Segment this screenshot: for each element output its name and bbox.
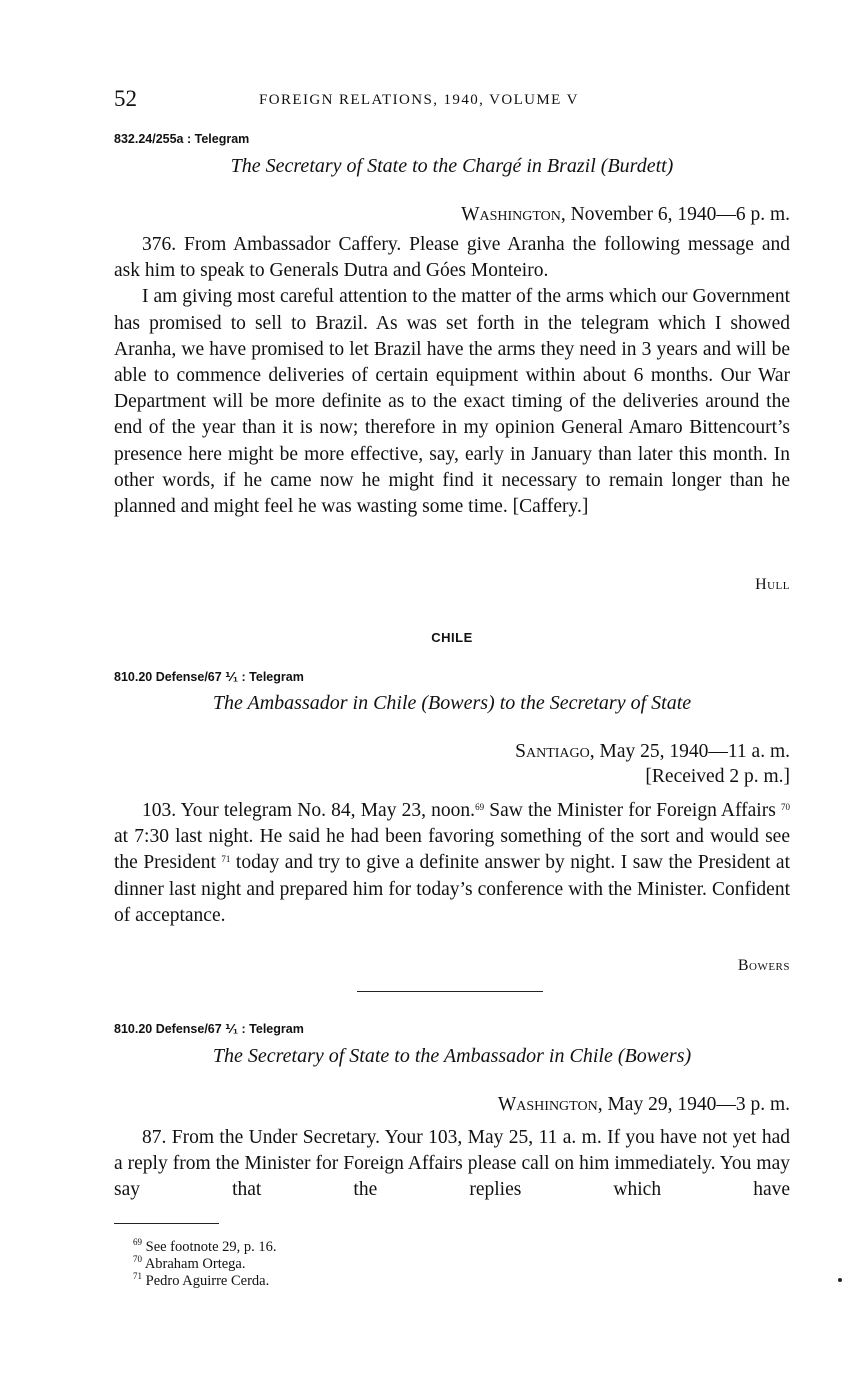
footnote-rule bbox=[114, 1223, 219, 1224]
message-body bbox=[114, 232, 790, 520]
received-note: [Received 2 p. m.] bbox=[645, 766, 790, 787]
document-title: The Secretary of State to the Chargé in Brazil (Burdett) bbox=[230, 155, 674, 177]
file-reference: 832.24/255a : Telegram bbox=[114, 132, 250, 146]
footnote-mark: 71 bbox=[133, 1271, 142, 1281]
separator-rule bbox=[357, 991, 543, 992]
running-head: FOREIGN RELATIONS, 1940, VOLUME V bbox=[259, 92, 579, 108]
footnotes bbox=[133, 1239, 633, 1290]
footnote-ref: 71 bbox=[221, 854, 231, 865]
footnote bbox=[133, 1239, 633, 1256]
footnote bbox=[133, 1256, 633, 1273]
file-reference: 810.20 Defense/67 ⅟₁ : Telegram bbox=[114, 670, 304, 684]
footnote-text: Pedro Aguirre Cerda. bbox=[142, 1273, 270, 1289]
text-run: 103. Your telegram No. 84, May 23, noon. bbox=[142, 800, 476, 821]
text-run: at 7:30 last night. He said he had been favoring something of the sort and would see the President bbox=[114, 826, 790, 874]
dateline-date: , November 6, 1940—6 p. m. bbox=[560, 204, 790, 225]
footnote-mark: 70 bbox=[133, 1254, 142, 1264]
dateline bbox=[114, 1094, 790, 1116]
footnote-ref: 70 bbox=[780, 802, 790, 812]
message-body bbox=[114, 1125, 790, 1204]
footnote-text: Abraham Ortega. bbox=[142, 1256, 246, 1272]
dateline-place: Washington bbox=[497, 1094, 598, 1115]
paragraph bbox=[114, 798, 790, 929]
footnote-text: See footnote 29, p. 16. bbox=[142, 1239, 277, 1255]
stray-mark bbox=[838, 1278, 842, 1282]
footnote-ref: 69 bbox=[475, 802, 485, 812]
text-run: Saw the Minister for Foreign Affairs bbox=[484, 800, 781, 821]
document-title: The Ambassador in Chile (Bowers) to the Secretary of State bbox=[212, 692, 692, 714]
dateline bbox=[114, 741, 790, 763]
footnote-mark: 69 bbox=[133, 1237, 142, 1247]
paragraph: 87. From the Under Secretary. Your 103, May 25, 11 a. m. If you have not yet had a reply from the Minister for Foreign Affairs please call on him immediately. You may say that the replies which have bbox=[114, 1127, 790, 1201]
paragraph: 376. From Ambassador Caffery. Please give Aranha the following message and ask him to speak to Generals Dutra and Góes Monteiro. bbox=[114, 234, 790, 282]
paragraph: I am giving most careful attention to the matter of the arms which our Government has promised to sell to Brazil. As was set forth in the telegram which I showed Aranha, we have promised to let Brazil have the arms they need in 3 years and will be able to commence deliveries of certain equipment within about 6 months. Our War Department will be more definite as to the exact timing of the deliveries around the end of the year than it is now; therefore in my opinion General Amaro Bittencourt’s presence here might be more effective, say, early in January than later this month. In other words, if he came now he might find it necessary to remain longer than he planned and might feel he was wasting some time. [Caffery.] bbox=[114, 286, 790, 518]
document-title: The Secretary of State to the Ambassador in Chile (Bowers) bbox=[212, 1045, 692, 1067]
text-run: today and try to give a definite answer by night. I saw the President at dinner last night and prepared him for today’s conference with the Minister. Confident of acceptance. bbox=[114, 852, 790, 926]
dateline-place: Santiago bbox=[515, 741, 590, 762]
signature: Bowers bbox=[737, 957, 790, 974]
dateline-place: Washington bbox=[461, 204, 561, 225]
footnote bbox=[133, 1273, 633, 1290]
file-reference: 810.20 Defense/67 ⅟₁ : Telegram bbox=[114, 1022, 304, 1036]
dateline-date: , May 25, 1940—11 a. m. bbox=[589, 741, 790, 762]
signature: Hull bbox=[755, 576, 790, 593]
message-body bbox=[114, 798, 790, 929]
section-heading: CHILE bbox=[431, 630, 473, 645]
page-header bbox=[114, 86, 790, 116]
dateline bbox=[114, 204, 790, 226]
dateline-date: , May 29, 1940—3 p. m. bbox=[597, 1094, 790, 1115]
page-number: 52 bbox=[114, 86, 137, 111]
